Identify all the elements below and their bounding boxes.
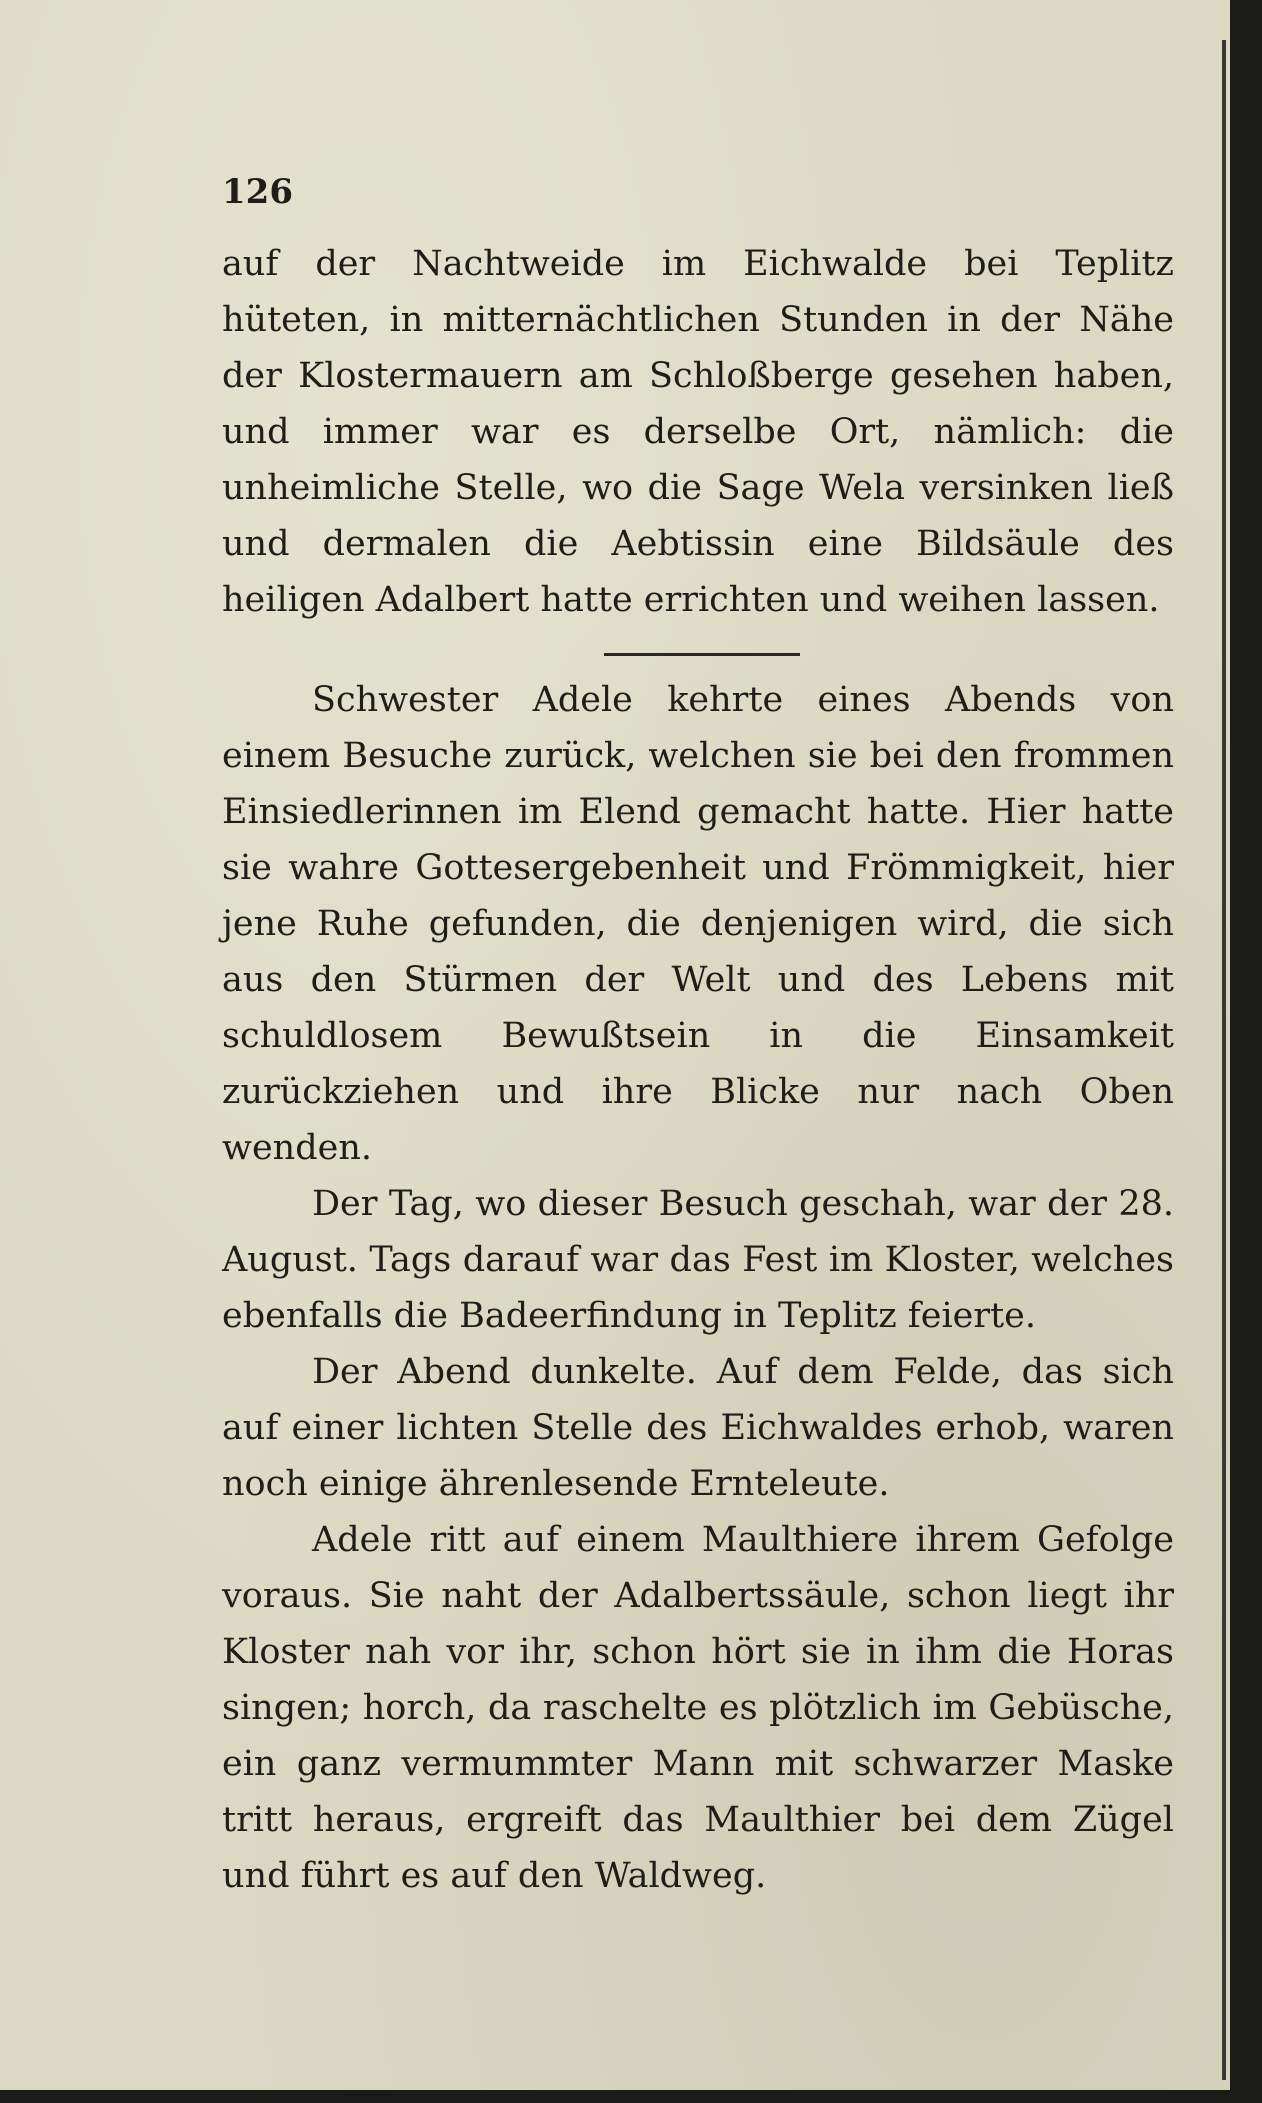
paragraph: Der Tag, wo dieser Besuch geschah, war der 28. August. Tags darauf war das Fest im Kloster, welches ebenfalls die Badeerfindung in Teplitz feierte. [222,1184,1174,1336]
scan-border-bottom [0,2090,1262,2103]
paragraph: Der Abend dunkelte. Auf dem Felde, das sich auf einer lichten Stelle des Eichwaldes erhob, waren noch einige ährenlesende Ernteleute. [222,1352,1174,1504]
page-edge-line [1222,40,1226,2080]
page-number: 126 [222,172,293,212]
paragraph: Schwester Adele kehrte eines Abends von einem Besuche zurück, welchen sie bei den frommen Einsiedlerinnen im Elend gemacht hatte. Hier hatte sie wahre Gottesergebenheit und Frömmigkeit, hier jene Ruhe gefunden, die denjenigen wird, die sich aus den Stürmen der Welt und des Lebens mit schuldlosem Bewußtsein in die Einsamkeit zurückziehen und ihre Blicke nur nach Oben wenden. [222,680,1174,1168]
paragraph: auf der Nachtweide im Eichwalde bei Teplitz hüteten, in mitternächtlichen Stunden in der Nähe der Klostermauern am Schloßberge gesehen haben, und immer war es derselbe Ort, nämlich: die unheimliche Stelle, wo die Sage Wela versinken ließ und dermalen die Aebtissin eine Bildsäule des heiligen Adalbert hatte errichten und weihen lassen. [222,244,1174,620]
paragraph: Adele ritt auf einem Maulthiere ihrem Gefolge voraus. Sie naht der Adalbertssäule, schon liegt ihr Kloster nah vor ihr, schon hört sie in ihm die Horas singen; horch, da raschelte es plötzlich im Gebüsche, ein ganz vermummter Mann mit schwarzer Maske tritt heraus, ergreift das Maulthier bei dem Zügel und führt es auf den Waldweg. [222,1520,1174,1896]
scan-border-right [1230,0,1262,2103]
first-section [222,236,1174,628]
section-divider [604,653,800,656]
second-section [222,672,1174,1904]
